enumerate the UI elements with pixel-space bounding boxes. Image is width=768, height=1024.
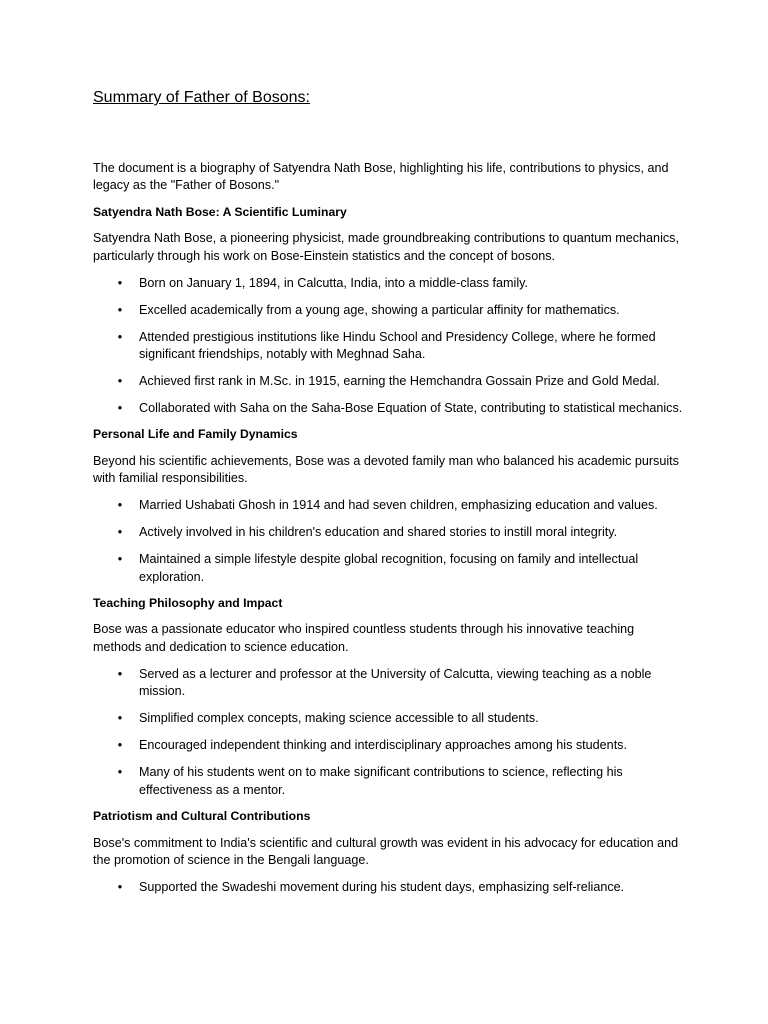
list-item (93, 302, 683, 319)
list-item-text: Excelled academically from a young age, showing a particular affinity for mathematics. (139, 302, 620, 317)
section-paragraph: Bose's commitment to India's scientific and cultural growth was evident in his advocacy for education and the promotion of science in the Bengali language. (93, 835, 679, 867)
list-item (93, 373, 683, 390)
section-heading: Patriotism and Cultural Contributions (93, 809, 311, 824)
list-item (93, 737, 683, 754)
bullet-list (93, 275, 683, 418)
list-item-text: Maintained a simple lifestyle despite global recognition, focusing on family and intellectual exploration. (139, 552, 639, 584)
list-item-text: Simplified complex concepts, making science accessible to all students. (139, 711, 539, 726)
bullet-icon: • (117, 329, 123, 344)
list-item-text: Many of his students went on to make significant contributions to science, reflecting his effectiveness as a mentor. (139, 765, 623, 797)
list-item-text: Served as a lecturer and professor at the University of Calcutta, viewing teaching as a noble mission. (139, 666, 652, 699)
list-item (93, 275, 683, 292)
document-title: Summary of Father of Bosons: (93, 89, 310, 106)
bullet-icon: • (117, 552, 123, 567)
list-item-text: Attended prestigious institutions like Hindu School and Presidency College, where he formed significant friendships, notably with Meghnad Saha. (139, 329, 656, 362)
list-item (93, 879, 683, 896)
list-item-text: Actively involved in his children's education and shared stories to instill moral integrity. (139, 525, 618, 540)
list-item-text: Encouraged independent thinking and interdisciplinary approaches among his students. (139, 738, 627, 753)
list-item-text: Born on January 1, 1894, in Calcutta, India, into a middle-class family. (139, 275, 528, 290)
document-page (93, 88, 683, 896)
bullet-icon: • (117, 879, 123, 894)
list-item (93, 764, 683, 799)
list-item-text: Supported the Swadeshi movement during his student days, emphasizing self-reliance. (139, 879, 625, 894)
list-item (93, 497, 683, 514)
bullet-icon: • (117, 498, 123, 513)
intro-paragraph: The document is a biography of Satyendra Nath Bose, highlighting his life, contributions to physics, and legacy as the "Father of Bosons." (93, 161, 669, 193)
list-item (93, 524, 683, 541)
list-item-text: Achieved first rank in M.Sc. in 1915, earning the Hemchandra Gossain Prize and Gold Medal. (139, 374, 660, 389)
section-heading: Teaching Philosophy and Impact (93, 596, 283, 611)
section-paragraph: Satyendra Nath Bose, a pioneering physicist, made groundbreaking contributions to quantum mechanics, particularly through his work on Bose-Einstein statistics and the concept of bosons. (93, 231, 679, 263)
list-item-text: Married Ushabati Ghosh in 1914 and had seven children, emphasizing education and values. (139, 498, 658, 513)
bullet-icon: • (117, 275, 123, 290)
bullet-list (93, 497, 683, 586)
list-item (93, 329, 683, 364)
bullet-icon: • (117, 666, 123, 681)
bullet-icon: • (117, 738, 123, 753)
bullet-icon: • (117, 711, 123, 726)
list-item (93, 710, 683, 727)
bullet-icon: • (117, 525, 123, 540)
section-heading: Satyendra Nath Bose: A Scientific Luminary (93, 204, 347, 219)
section-paragraph: Beyond his scientific achievements, Bose was a devoted family man who balanced his academic pursuits with familial responsibilities. (93, 453, 679, 486)
bullet-icon: • (117, 401, 123, 416)
bullet-icon: • (117, 302, 123, 317)
list-item (93, 400, 683, 417)
list-item-text: Collaborated with Saha on the Saha-Bose Equation of State, contributing to statistical mechanics. (139, 401, 683, 416)
bullet-icon: • (117, 765, 123, 780)
sections-container (93, 204, 683, 897)
bullet-list (93, 666, 683, 799)
section-paragraph: Bose was a passionate educator who inspired countless students through his innovative teaching methods and dedication to science education. (93, 622, 635, 654)
bullet-icon: • (117, 374, 123, 389)
bullet-list (93, 879, 683, 896)
section-heading: Personal Life and Family Dynamics (93, 427, 298, 442)
list-item (93, 666, 683, 701)
list-item (93, 551, 683, 586)
